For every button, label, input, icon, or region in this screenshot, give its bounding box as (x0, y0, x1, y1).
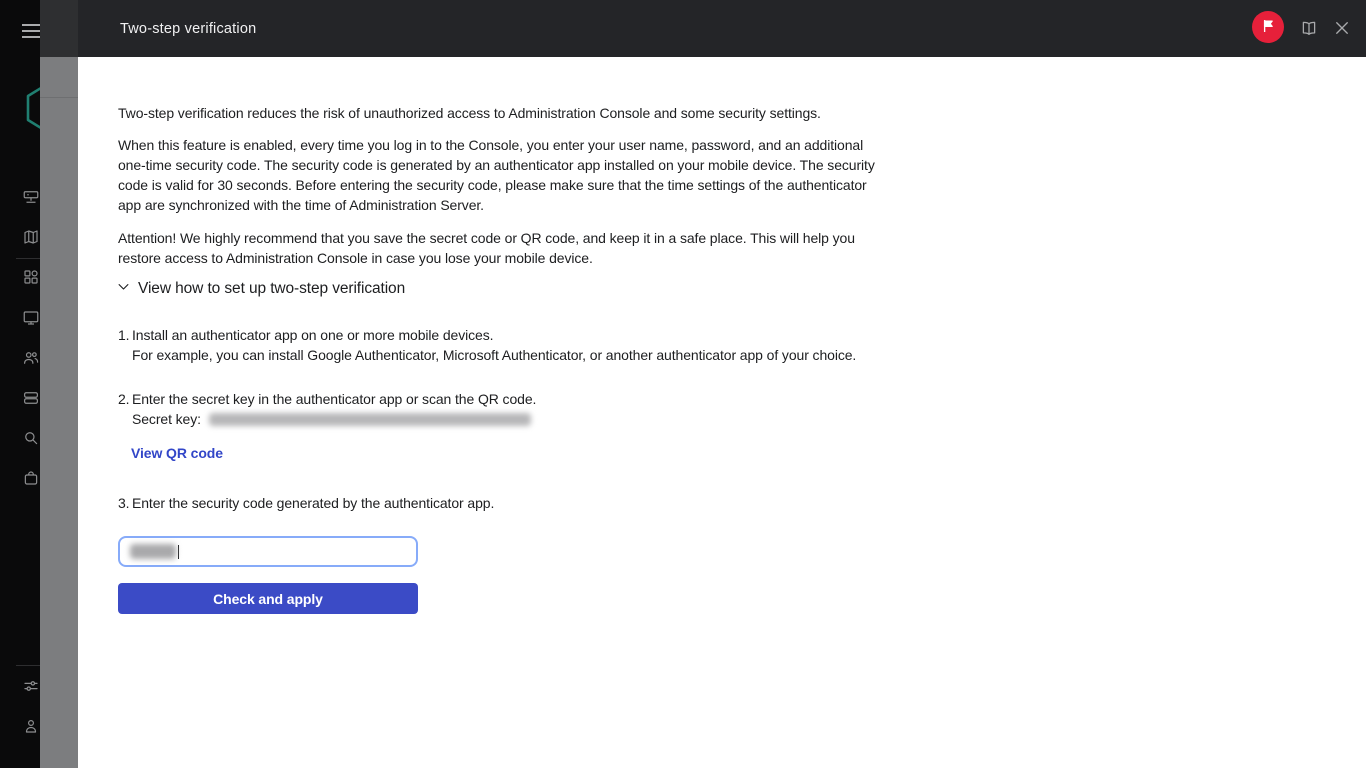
users-roles-icon[interactable] (22, 349, 40, 367)
text-caret (178, 545, 179, 559)
close-icon[interactable] (1333, 19, 1351, 37)
sidebar-divider (16, 258, 40, 259)
step-number: 3. (118, 495, 130, 511)
account-user-icon[interactable] (22, 717, 40, 735)
two-step-verification-panel (78, 57, 1366, 768)
marketplace-bag-icon[interactable] (22, 469, 40, 487)
secret-key-label: Secret key: (132, 411, 201, 427)
step-enter-security-code (118, 493, 888, 513)
console-settings-icon[interactable] (22, 677, 40, 695)
step-install-app (118, 325, 888, 365)
drawer-strip-divider (40, 97, 78, 98)
step-note: For example, you can install Google Authenticator, Microsoft Authenticator, or another authenticator app of your choice. (132, 347, 857, 363)
secret-key-redacted-value (209, 413, 531, 426)
documentation-book-icon[interactable] (1300, 19, 1318, 37)
check-and-apply-button[interactable]: Check and apply (118, 583, 418, 614)
main-nav-sidebar (0, 0, 40, 768)
setup-instructions-toggle[interactable] (116, 279, 405, 299)
kaspersky-logo-hexagon-icon (26, 86, 40, 135)
view-qr-code-link[interactable]: View QR code (131, 445, 223, 461)
step-enter-secret-key (118, 389, 888, 429)
sidebar-divider (16, 665, 40, 666)
collapsed-drawer-overlay (40, 0, 78, 768)
step-number: 1. (118, 327, 130, 343)
security-code-input[interactable] (118, 536, 418, 567)
hamburger-menu-icon[interactable] (22, 24, 40, 38)
setup-instructions-label: View how to set up two-step verification (138, 280, 406, 297)
security-code-redacted-value (130, 544, 176, 559)
chevron-down-icon (116, 279, 131, 299)
assets-grid-icon[interactable] (22, 268, 40, 286)
page-title: Two-step verification (120, 20, 257, 37)
repositories-icon[interactable] (22, 389, 40, 407)
search-icon[interactable] (22, 429, 40, 447)
flag-icon (1259, 17, 1277, 38)
description-paragraph: When this feature is enabled, every time you log in to the Console, you enter your user name, password, and an additional one-time security code. The security code is generated by an authenticator app installed on your mobile device. The security code is valid for 30 seconds. Before entering the security code, please make sure that the time settings of the authenticator app are synchronized with the time of Administration Server. (118, 137, 875, 213)
monitoring-reporting-icon[interactable] (22, 228, 40, 246)
intro-paragraph: Two-step verification reduces the risk of unauthorized access to Administration Console and some security settings. (118, 105, 821, 121)
devices-monitor-icon[interactable] (22, 309, 40, 327)
administration-server-icon[interactable] (22, 188, 40, 206)
drawer-strip-header (40, 0, 78, 57)
attention-paragraph: Attention! We highly recommend that you save the secret code or QR code, and keep it in a safe place. This will help you restore access to Administration Console in case you lose your mobile device. (118, 230, 855, 266)
step-number: 2. (118, 391, 130, 407)
page-header (78, 0, 1366, 57)
step-text: Enter the security code generated by the authenticator app. (132, 495, 495, 511)
step-text: Install an authenticator app on one or more mobile devices. (132, 327, 494, 343)
whats-new-flag-button[interactable] (1252, 11, 1284, 43)
step-text: Enter the secret key in the authenticator app or scan the QR code. (132, 391, 537, 407)
